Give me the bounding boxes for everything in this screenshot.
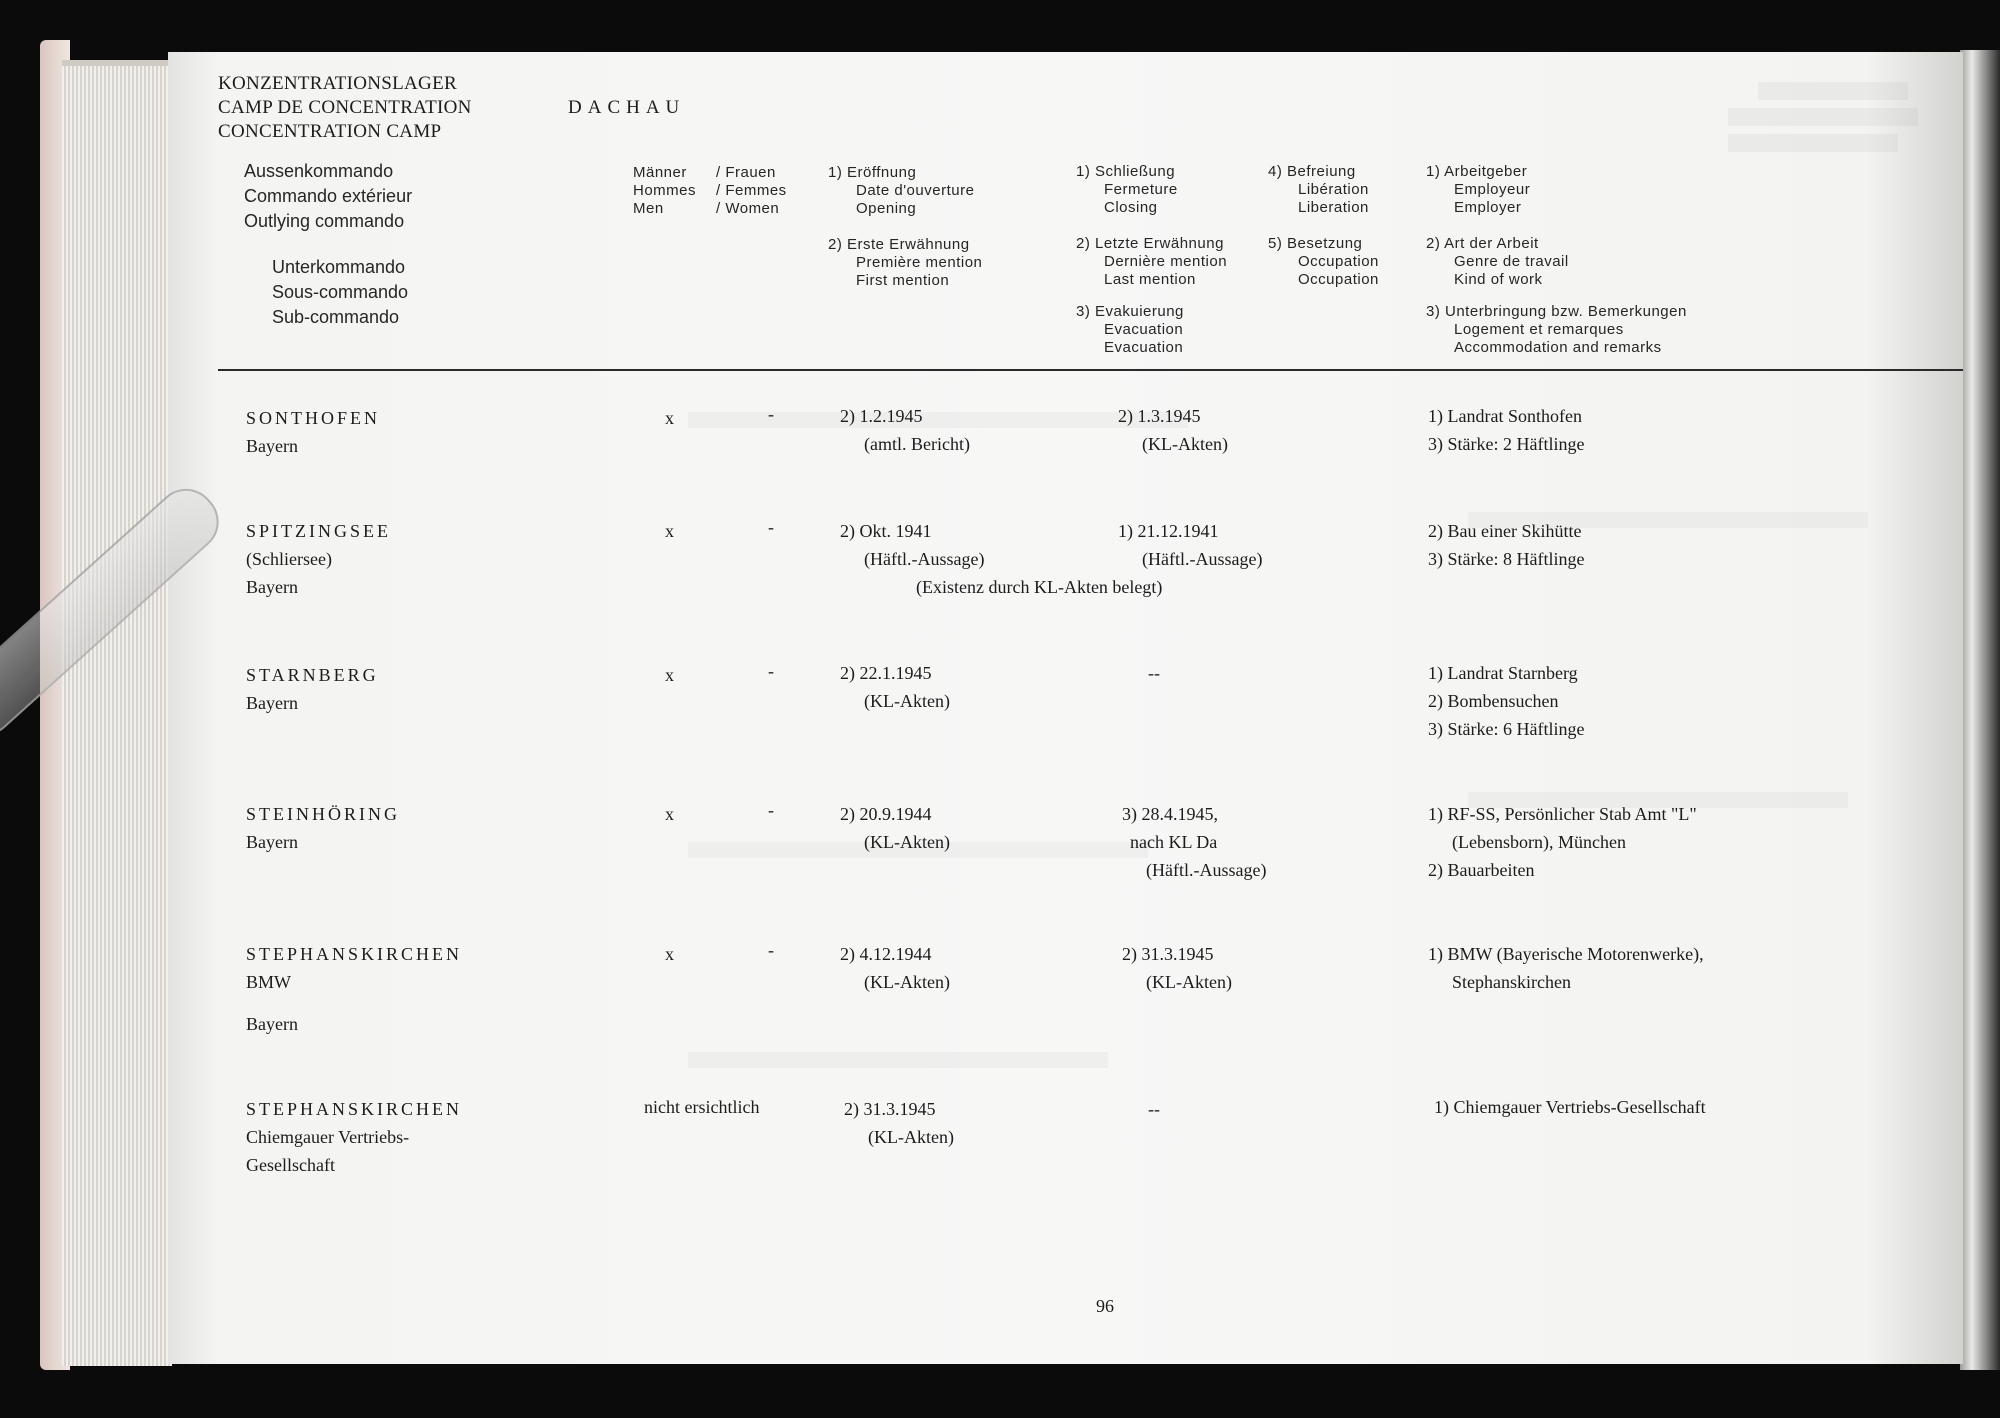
place-cell: STARNBERG Bayern [246,665,379,713]
header-opening: 1) Eröffnung Date d'ouverture Opening [828,164,975,217]
camp-title-fr: CAMP DE CONCENTRATION [218,97,472,118]
existence-note: (Existenz durch KL-Akten belegt) [916,577,1163,597]
place-cell: STEPHANSKIRCHEN Chiemgauer Vertriebs- Gesellschaft [246,1099,463,1175]
place-cell: SPITZINGSEE (Schliersee) Bayern [246,521,391,597]
closing-cell: 1) 21.12.1941 (Häftl.-Aussage) [1118,521,1263,569]
women-cell: - [768,800,774,820]
remarks-cell: 1) RF-SS, Persönlicher Stab Amt "L" (Lebensborn), München 2) Bauarbeiten [1428,804,1697,880]
men-cell: x [665,665,674,685]
header-accommodation: 3) Unterbringung bzw. Bemerkungen Logement et remarques Accommodation and remarks [1426,303,1687,356]
women-cell: - [768,661,774,681]
men-women-cell: nicht ersichtlich [644,1097,760,1117]
header-sub-commando: Unterkommando Sous-commando Sub-commando [272,257,409,327]
header-last-mention: 2) Letzte Erwähnung Dernière mention Last mention [1076,235,1228,288]
camp-title [218,72,472,144]
header-first-mention: 2) Erste Erwähnung Première mention First mention [828,236,983,289]
header-evacuation: 3) Evakuierung Evacuation Evacuation [1076,303,1184,356]
men-cell: x [665,408,674,428]
header-employer: 1) Arbeitgeber Employeur Employer [1426,163,1531,216]
remarks-cell: 1) Landrat Sonthofen 3) Stärke: 2 Häftlinge [1428,406,1585,454]
camp-title-en: CONCENTRATION CAMP [218,121,442,142]
women-cell: - [768,940,774,960]
remarks-cell: 1) Chiemgauer Vertriebs-Gesellschaft [1434,1097,1706,1117]
header-outlying-commando: Aussenkommando Commando extérieur Outlying commando [244,161,413,231]
opening-cell: 2) Okt. 1941 (Häftl.-Aussage) [840,521,985,569]
header-men: Männer Hommes Men [633,164,697,217]
closing-cell: -- [1148,663,1160,683]
place-cell: SONTHOFEN Bayern [246,408,381,456]
page-edges [62,60,172,1366]
header-liberation: 4) Befreiung Libération Liberation [1268,163,1369,216]
opening-cell: 2) 20.9.1944 (KL-Akten) [840,804,950,852]
closing-cell: 2) 1.3.1945 (KL-Akten) [1118,406,1228,454]
women-cell: - [768,404,774,424]
header-closing: 1) Schließung Fermeture Closing [1076,163,1178,216]
page-number: 96 [1096,1296,1114,1316]
opening-cell: 2) 4.12.1944 (KL-Akten) [840,944,950,992]
place-cell: STEINHÖRING Bayern [246,804,400,852]
women-cell: - [768,517,774,537]
remarks-cell: 1) BMW (Bayerische Motorenwerke), Stephanskirchen [1428,944,1704,992]
header-divider [218,369,1963,371]
header-occupation: 5) Besetzung Occupation Occupation [1268,235,1379,288]
men-cell: x [665,944,674,964]
header-women: / Frauen / Femmes / Women [716,164,787,217]
opening-cell: 2) 1.2.1945 (amtl. Bericht) [840,406,970,454]
remarks-cell: 1) Landrat Starnberg 2) Bombensuchen 3) Stärke: 6 Häftlinge [1428,663,1585,739]
closing-cell: -- [1148,1099,1160,1119]
closing-cell: 3) 28.4.1945, nach KL Da (Häftl.-Aussage) [1122,804,1267,880]
men-cell: x [665,521,674,541]
closing-cell: 2) 31.3.1945 (KL-Akten) [1122,944,1232,992]
place-cell: STEPHANSKIRCHEN BMW Bayern [246,944,463,1034]
right-page-edge [1960,50,2000,1370]
camp-name: DACHAU [568,97,686,118]
opening-cell: 2) 22.1.1945 (KL-Akten) [840,663,950,711]
men-cell: x [665,804,674,824]
header-work: 2) Art der Arbeit Genre de travail Kind of work [1426,235,1569,288]
camp-title-de: KONZENTRATIONSLAGER [218,73,457,94]
document-page [168,52,1963,1364]
remarks-cell: 2) Bau einer Skihütte 3) Stärke: 8 Häftlinge [1428,521,1585,569]
opening-cell: 2) 31.3.1945 (KL-Akten) [844,1099,954,1147]
